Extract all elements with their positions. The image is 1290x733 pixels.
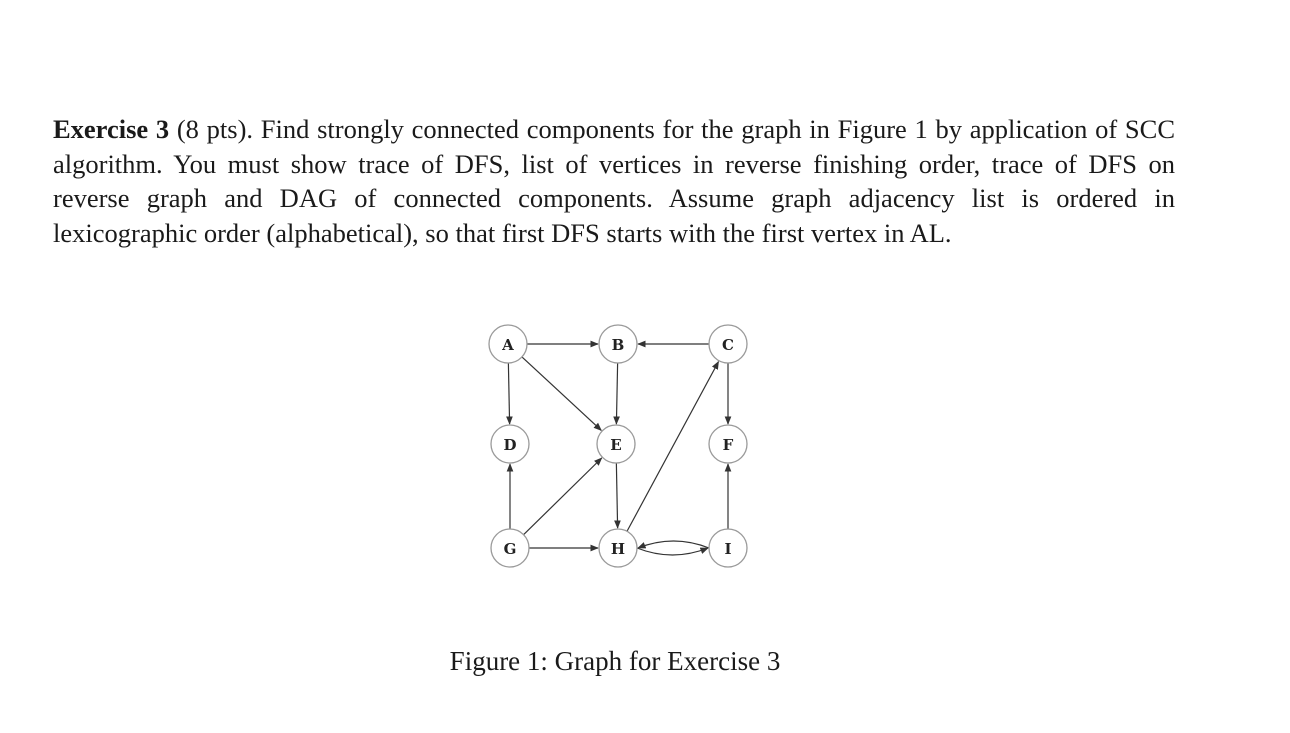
edge-i-to-h [638, 541, 709, 548]
node-h [599, 529, 637, 567]
figure-caption: Figure 1: Graph for Exercise 3 [449, 646, 781, 676]
node-label: G [503, 540, 517, 558]
exercise-points: (8 pts). [176, 114, 254, 144]
node-g [491, 529, 529, 567]
node-b [599, 325, 637, 363]
node-label: F [722, 436, 734, 454]
node-label: A [502, 336, 514, 354]
edge-b-to-e [616, 363, 617, 424]
node-label: H [610, 540, 626, 558]
node-label: D [503, 436, 517, 454]
graph-diagram [470, 318, 770, 588]
node-f [709, 425, 747, 463]
node-e [597, 425, 635, 463]
node-a [489, 325, 527, 363]
node-label: I [724, 540, 732, 558]
node-c [709, 325, 747, 363]
exercise-title: Exercise 3 [53, 114, 170, 144]
graph-figure [470, 318, 770, 588]
node-label: C [722, 336, 734, 354]
node-label: B [611, 336, 625, 354]
edge-g-to-e [524, 458, 602, 535]
node-i [709, 529, 747, 567]
edge-h-to-i [637, 548, 708, 555]
edge-a-to-d [508, 363, 509, 424]
exercise-text: Find strongly connected components for the graph in Figure 1 by application of SCC algorithm. You must show trace of DFS, list of vertices in reverse finishing order, trace of DFS on reverse graph and DAG of connected components. Assume graph adjacency list is ordered in lexicographic order (alphabetical), so that first DFS starts with the first vertex in AL. [53, 114, 1176, 248]
edge-a-to-e [522, 357, 601, 431]
edge-h-to-c [627, 362, 718, 532]
edge-e-to-h [616, 463, 617, 528]
node-label: E [610, 436, 622, 454]
exercise-paragraph [53, 112, 1175, 250]
node-d [491, 425, 529, 463]
